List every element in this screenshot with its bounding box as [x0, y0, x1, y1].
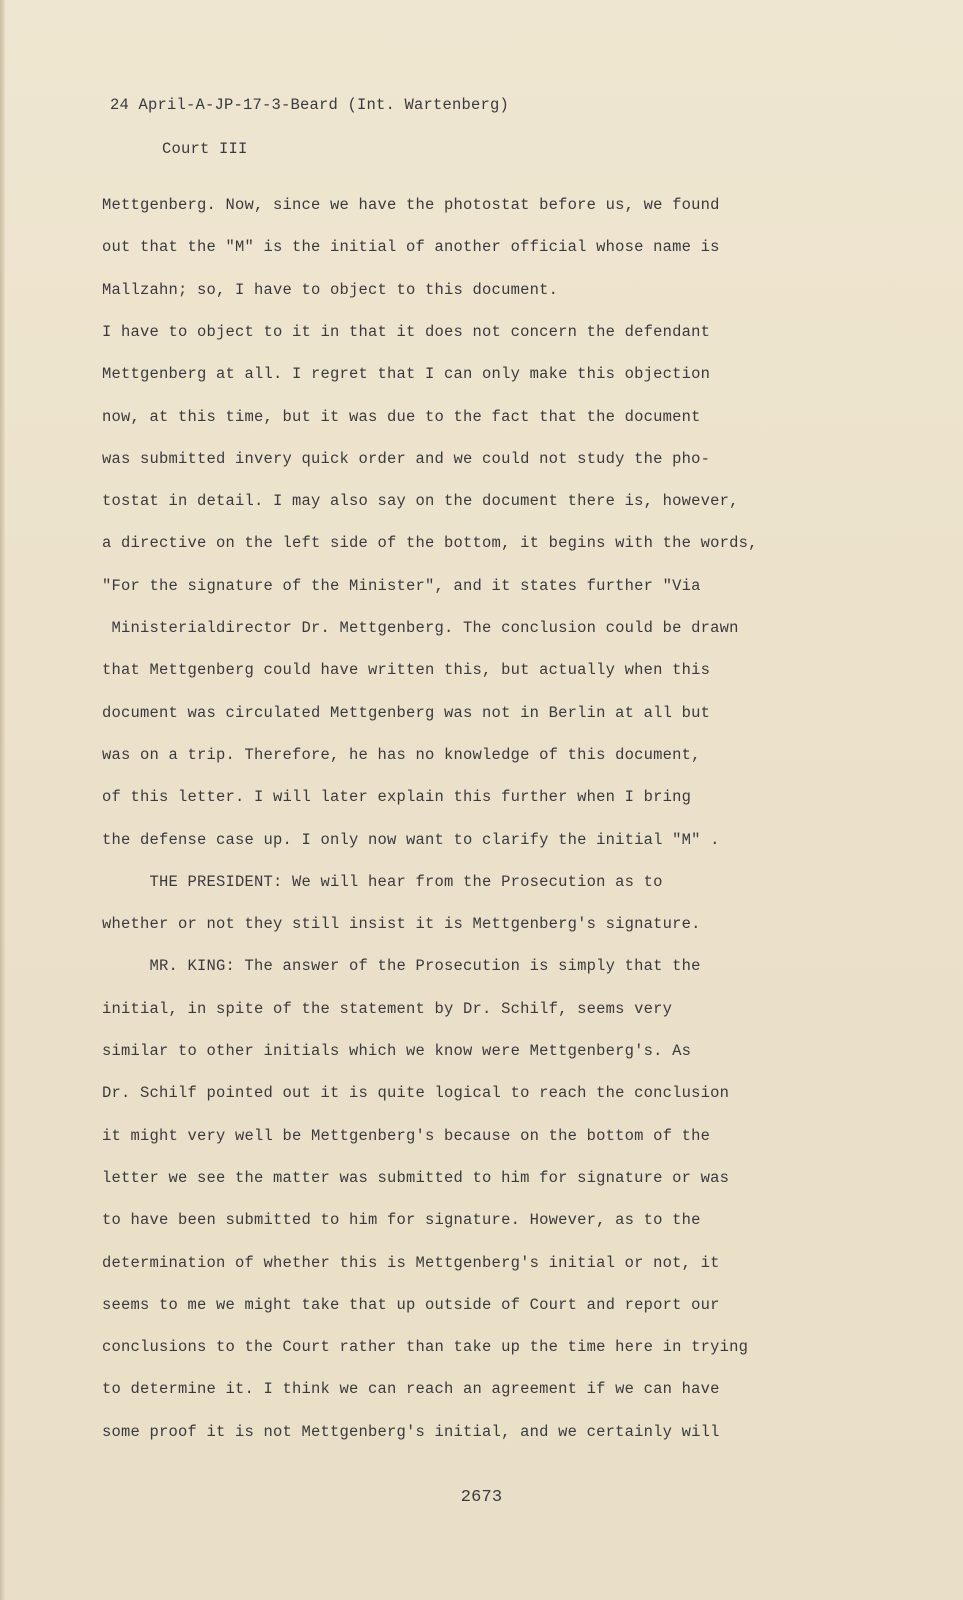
- court-label: Court III: [162, 140, 248, 158]
- transcript-line: THE PRESIDENT: We will hear from the Prosecution as to: [102, 872, 663, 891]
- transcript-line: of this letter. I will later explain this further when I bring: [102, 788, 692, 807]
- transcript-line: Dr. Schilf pointed out it is quite logical to reach the conclusion: [102, 1084, 730, 1103]
- page-edge-shadow: [0, 0, 5, 1600]
- transcript-line: similar to other initials which we know were Mettgenberg's. As: [102, 1042, 692, 1060]
- transcript-line: to have been submitted to him for signature. However, as to the: [102, 1211, 701, 1230]
- transcript-line: conclusions to the Court rather than take up the time here in trying: [102, 1338, 749, 1357]
- transcript-line: tostat in detail. I may also say on the document there is, however,: [102, 492, 739, 511]
- transcript-line: was submitted invery quick order and we could not study the pho-: [102, 449, 711, 468]
- transcript-line: now, at this time, but it was due to the fact that the document: [102, 407, 701, 426]
- transcript-line: Mettgenberg at all. I regret that I can only make this objection: [102, 365, 711, 384]
- transcript-line: Ministerialdirector Dr. Mettgenberg. The conclusion could be drawn: [102, 619, 739, 637]
- transcript-line: document was circulated Mettgenberg was not in Berlin at all but: [102, 703, 711, 722]
- transcript-line: it might very well be Mettgenberg's because on the bottom of the: [102, 1126, 711, 1145]
- transcript-line: a directive on the left side of the bottom, it begins with the words,: [102, 534, 758, 553]
- transcript-line: out that the "M" is the initial of another official whose name is: [102, 238, 720, 257]
- page-number: 2673: [460, 1488, 503, 1507]
- transcript-line: the defense case up. I only now want to clarify the initial "M" .: [102, 830, 720, 849]
- transcript-line: letter we see the matter was submitted to him for signature or was: [102, 1168, 730, 1187]
- transcript-line: that Mettgenberg could have written this, but actually when this: [102, 661, 711, 680]
- transcript-line: to determine it. I think we can reach an agreement if we can have: [102, 1380, 720, 1399]
- transcript-line: I have to object to it in that it does not concern the defendant: [102, 322, 711, 341]
- transcript-line: whether or not they still insist it is Mettgenberg's signature.: [102, 915, 701, 934]
- transcript-line: was on a trip. Therefore, he has no knowledge of this document,: [102, 745, 701, 764]
- document-reference-header: 24 April-A-JP-17-3-Beard (Int. Wartenberg): [110, 96, 510, 114]
- transcript-line: Mettgenberg. Now, since we have the photostat before us, we found: [102, 196, 720, 214]
- transcript-line: seems to me we might take that up outside of Court and report our: [102, 1295, 720, 1314]
- transcript-line: determination of whether this is Mettgenberg's initial or not, it: [102, 1253, 720, 1272]
- transcript-line: some proof it is not Mettgenberg's initial, and we certainly will: [102, 1422, 720, 1441]
- transcript-line: MR. KING: The answer of the Prosecution is simply that the: [102, 957, 701, 976]
- transcript-line: Mallzahn; so, I have to object to this document.: [102, 280, 559, 299]
- transcript-line: initial, in spite of the statement by Dr. Schilf, seems very: [102, 999, 673, 1018]
- transcript-line: "For the signature of the Minister", and it states further "Via: [102, 576, 701, 595]
